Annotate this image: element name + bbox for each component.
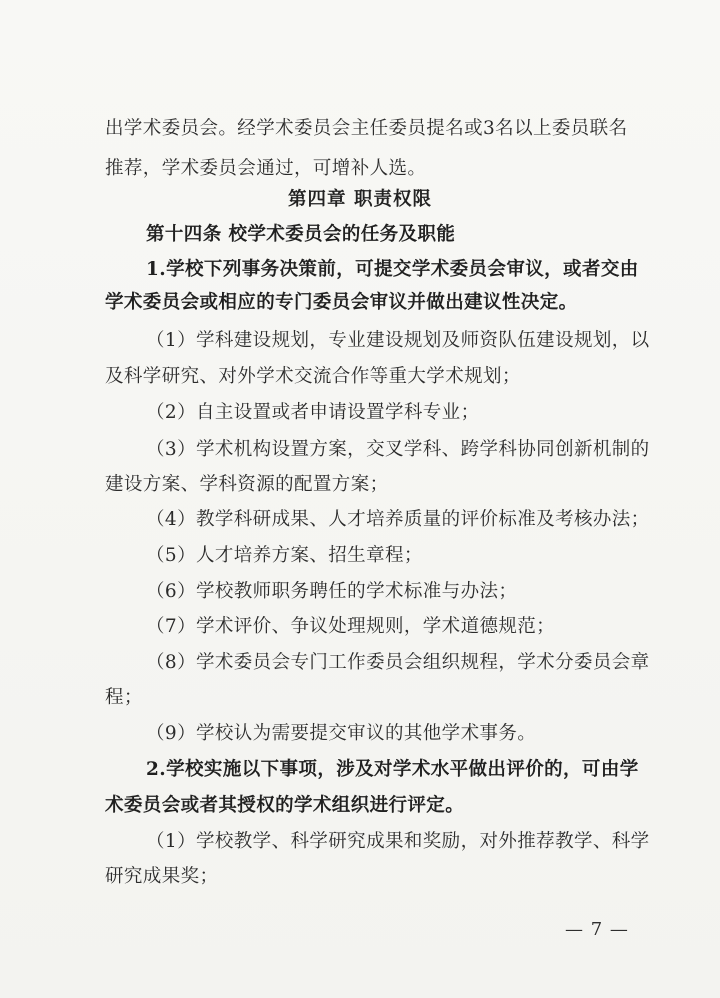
text-line-18: （9）学校认为需要提交审议的其他学术事务。 xyxy=(146,723,537,744)
text-line-7: （1）学科建设规划，专业建设规划及师资队伍建设规划，以 xyxy=(146,330,650,351)
text-line-14: （6）学校教师职务聘任的学术标准与办法； xyxy=(146,581,518,602)
text-line-11: 建设方案、学科资源的配置方案； xyxy=(105,474,389,495)
text-line-2: 推荐，学术委员会通过，可增补人选。 xyxy=(105,158,427,179)
text-line-5: 1.学校下列事务决策前，可提交学术委员会审议，或者交由 xyxy=(146,259,639,280)
text-line-10: （3）学术机构设置方案，交叉学科、跨学科协同创新机制的 xyxy=(146,439,650,460)
text-line-17: 程； xyxy=(105,687,143,708)
text-line-1: 出学术委员会。经学术委员会主任委员提名或3名以上委员联名 xyxy=(105,118,628,139)
text-line-22: 研究成果奖； xyxy=(105,866,219,887)
article-heading: 第十四条 校学术委员会的任务及职能 xyxy=(146,224,456,245)
text-line-8: 及科学研究、对外学术交流合作等重大学术规划； xyxy=(105,366,521,387)
text-line-19: 2.学校实施以下事项，涉及对学术水平做出评价的，可由学 xyxy=(146,759,639,780)
text-line-20: 术委员会或者其授权的学术组织进行评定。 xyxy=(105,795,465,816)
text-line-9: （2）自主设置或者申请设置学科专业； xyxy=(146,402,480,423)
text-line-12: （4）教学科研成果、人才培养质量的评价标准及考核办法； xyxy=(146,509,650,530)
text-line-15: （7）学术评价、争议处理规则，学术道德规范； xyxy=(146,616,556,637)
text-line-16: （8）学术委员会专门工作委员会组织规程，学术分委员会章 xyxy=(146,652,650,673)
text-line-21: （1）学校教学、科学研究成果和奖励，对外推荐教学、科学 xyxy=(146,831,650,852)
chapter-heading: 第四章 职责权限 xyxy=(288,189,432,210)
text-line-13: （5）人才培养方案、招生章程； xyxy=(146,545,423,566)
page-number: — 7 — xyxy=(565,919,629,940)
text-line-6: 学术委员会或相应的专门委员会审议并做出建议性决定。 xyxy=(105,292,578,313)
